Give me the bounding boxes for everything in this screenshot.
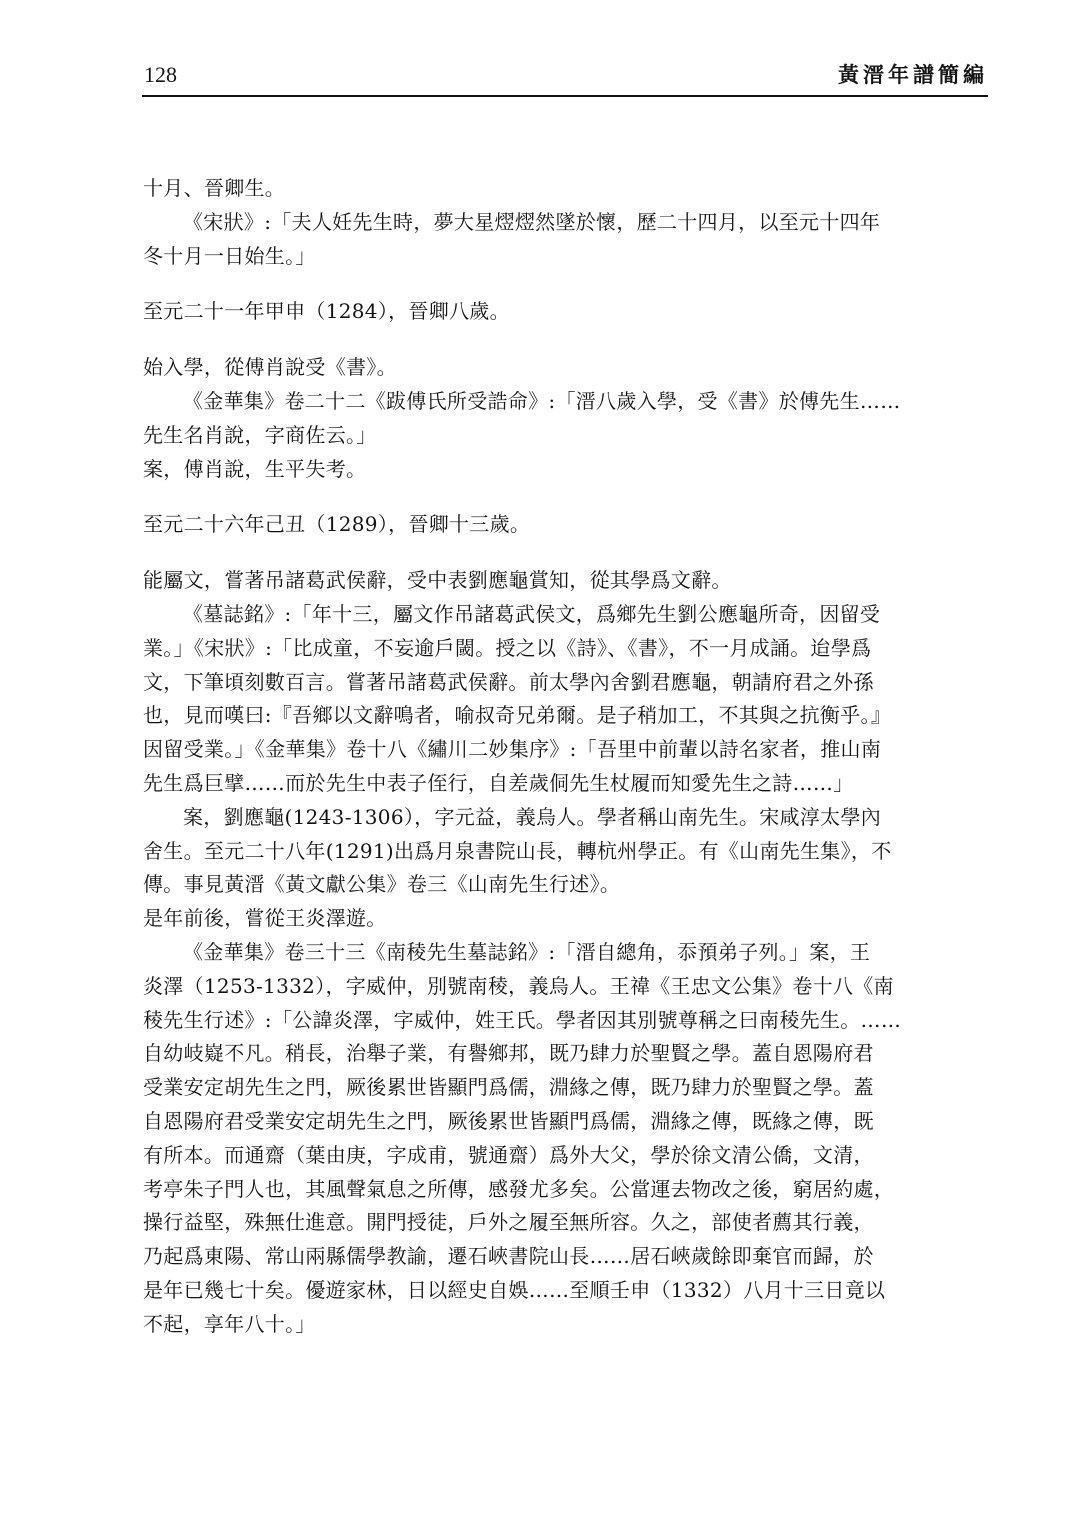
text-line: 是年已幾七十矣。優遊家林，日以經史自娛……至順壬申（1332）八月十三日竟以 — [143, 1277, 886, 1302]
text-line: 先生名肖說，字商佐云。」 — [143, 422, 377, 447]
paragraph-gap — [143, 329, 985, 351]
text-line: 冬十月一日始生。」 — [143, 243, 316, 268]
text-line: 自恩陽府君受業安定胡先生之門，厥後累世皆顯門爲儒，淵緣之傳，既緣之傳，既 — [143, 1108, 874, 1133]
text-line: 業。」《宋狀》:「比成童，不妄逾戶閾。授之以《詩》、《書》，不一月成誦。迨學爲 — [143, 635, 872, 660]
text-line: 十月、晉卿生。 — [143, 176, 286, 200]
text-line: 受業安定胡先生之門，厥後累世皆顯門爲儒，淵緣之傳，既乃肆力於聖賢之學。蓋 — [143, 1075, 874, 1100]
text-line: 《金華集》卷二十二《跋傅氏所受誥命》:「溍八歲入學，受《書》於傅先生…… — [183, 388, 901, 413]
text-line: 操行益堅，殊無仕進意。開門授徒，戶外之履至無所容。久之，部使者薦其行義， — [143, 1210, 874, 1235]
text-line: 案，傅肖說，生平失考。 — [143, 456, 367, 481]
text-line: 有所本。而通齋（葉由庚，字成甫，號通齋）爲外大父，學於徐文清公僑，文清， — [143, 1142, 874, 1167]
header-rule — [142, 95, 988, 97]
text-line: 至元二十六年己丑（1289），晉卿十三歲。 — [143, 512, 531, 537]
running-title: 黃溍年譜簡編 — [838, 62, 988, 87]
paragraph-gap — [143, 542, 985, 564]
text-line: 自幼岐嶷不凡。稍長，治舉子業，有譽鄉邦，既乃肆力於聖賢之學。蓋自恩陽府君 — [143, 1041, 874, 1066]
text-line: 傳。事見黃溍《黃文獻公集》卷三《山南先生行述》。 — [143, 872, 621, 897]
text-line: 能屬文，嘗著吊諸葛武侯辭，受中表劉應龜賞知，從其學爲文辭。 — [143, 568, 732, 593]
text-line: 先生爲巨擘……而於先生中表子侄行，自差歲侗先生杖履而知愛先生之詩……」 — [143, 770, 854, 795]
paragraph-gap — [143, 486, 985, 508]
text-line: 乃起爲東陽、常山兩縣儒學教諭，遷石峽書院山長……居石峽歲餘即棄官而歸，於 — [143, 1244, 874, 1269]
paragraph-gap — [143, 273, 985, 295]
text-line: 也，見而嘆曰:『吾鄉以文辭鳴者，喻叔奇兄弟爾。是子稍加工，不其與之抗衡乎。』 — [143, 703, 892, 728]
page-number: 128 — [144, 62, 177, 87]
text-line: 考亭朱子門人也，其風聲氣息之所傳，感發尤多矣。公當運去物改之後，窮居約處， — [143, 1176, 895, 1201]
text-line: 因留受業。」《金華集》卷十八《繡川二妙集序》:「吾里中前輩以詩名家者，推山南 — [143, 737, 882, 762]
text-line: 炎澤（1253-1332），字威仲，別號南稜，義烏人。王禕《王忠文公集》卷十八《南 — [143, 973, 894, 998]
text-line: 稜先生行述》:「公諱炎澤，字威仲，姓王氏。學者因其別號尊稱之曰南稜先生。…… — [143, 1007, 902, 1032]
text-line: 始入學，從傅肖說受《書》。 — [143, 355, 397, 380]
body-text — [143, 172, 985, 1342]
page-header — [142, 58, 988, 98]
text-line: 至元二十一年甲申（1284），晉卿八歲。 — [143, 299, 510, 324]
text-line: 不起，享年八十。」 — [143, 1311, 316, 1336]
text-line: 案，劉應龜(1243-1306），字元益，義烏人。學者稱山南先生。宋咸淳太學內 — [183, 804, 882, 829]
text-line: 是年前後，嘗從王炎澤遊。 — [143, 906, 387, 931]
text-line: 《金華集》卷三十三《南稜先生墓誌銘》:「溍自總角，忝預弟子列。」案，王 — [183, 939, 871, 964]
text-line: 《墓誌銘》:「年十三，屬文作吊諸葛武侯文，爲鄉先生劉公應龜所奇，因留受 — [183, 601, 881, 626]
text-line: 《宋狀》:「夫人妊先生時，夢大星熤熤然墜於懷，歷二十四月，以至元十四年 — [183, 209, 881, 234]
text-line: 舍生。至元二十八年(1291)出爲月泉書院山長，轉杭州學正。有《山南先生集》，不 — [143, 838, 892, 863]
text-line: 文，下筆頃刻數百言。嘗著吊諸葛武侯辭。前太學內舍劉君應龜，朝請府君之外孫 — [143, 669, 874, 694]
